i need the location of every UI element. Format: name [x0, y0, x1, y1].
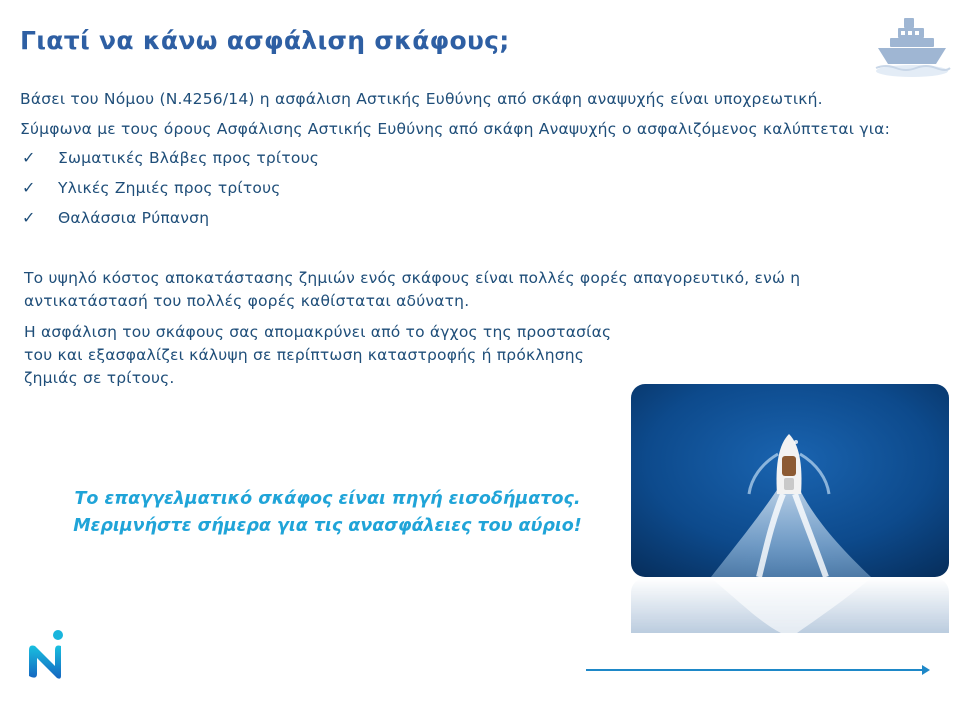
- benefit-paragraph: Η ασφάλιση του σκάφους σας απομακρύνει από το άγχος της προστασίας του και εξασφαλίζει κάλυψη σε περίπτωση καταστροφής ή πρόκλησης ζημιάς σε τρίτους.: [24, 323, 612, 387]
- ship-icon: [872, 14, 952, 80]
- list-item: [20, 143, 910, 173]
- list-item-label: Θαλάσσια Ρύπανση: [58, 209, 210, 227]
- cost-paragraph: Το υψηλό κόστος αποκατάστασης ζημιών ενός σκάφους είναι πολλές φορές απαγορευτικό, ενώ η αντικατάστασή του πολλές φορές καθίσταται αδύνατη.: [24, 269, 801, 310]
- coverage-checklist: [20, 143, 910, 233]
- slogan-line-2: Μεριμνήστε σήμερα για τις ανασφάλειες του αύριο!: [73, 516, 582, 536]
- speedboat-image: [631, 384, 949, 577]
- checkmark-icon: ✓: [22, 148, 36, 167]
- list-item: [20, 173, 910, 203]
- page-title: Γιατί να κάνω ασφάλιση σκάφους;: [20, 26, 510, 55]
- checkmark-icon: ✓: [22, 208, 36, 227]
- law-statement: Βάσει του Νόμου (Ν.4256/14) η ασφάλιση Αστικής Ευθύνης από σκάφη αναψυχής είναι υποχρεωτική.: [20, 90, 823, 108]
- list-item-label: Υλικές Ζημιές προς τρίτους: [58, 179, 281, 197]
- arrow-right-icon: [586, 663, 930, 677]
- slogan-line-1: Το επαγγελματικό σκάφος είναι πηγή εισοδήματος.: [74, 489, 581, 509]
- checkmark-icon: ✓: [22, 178, 36, 197]
- company-logo-icon: [27, 628, 67, 680]
- body-text: [20, 88, 910, 397]
- reflection-image: [631, 578, 949, 633]
- list-item-label: Σωματικές Βλάβες προς τρίτους: [58, 149, 320, 167]
- coverage-intro: Σύμφωνα με τους όρους Ασφάλισης Αστικής Ευθύνης από σκάφη Αναψυχής ο ασφαλιζόμενος καλύπτεται για:: [20, 120, 890, 138]
- boat-photo: [631, 384, 949, 577]
- slogan: [60, 486, 595, 540]
- boat-photo-reflection: [631, 578, 949, 633]
- list-item: [20, 203, 910, 233]
